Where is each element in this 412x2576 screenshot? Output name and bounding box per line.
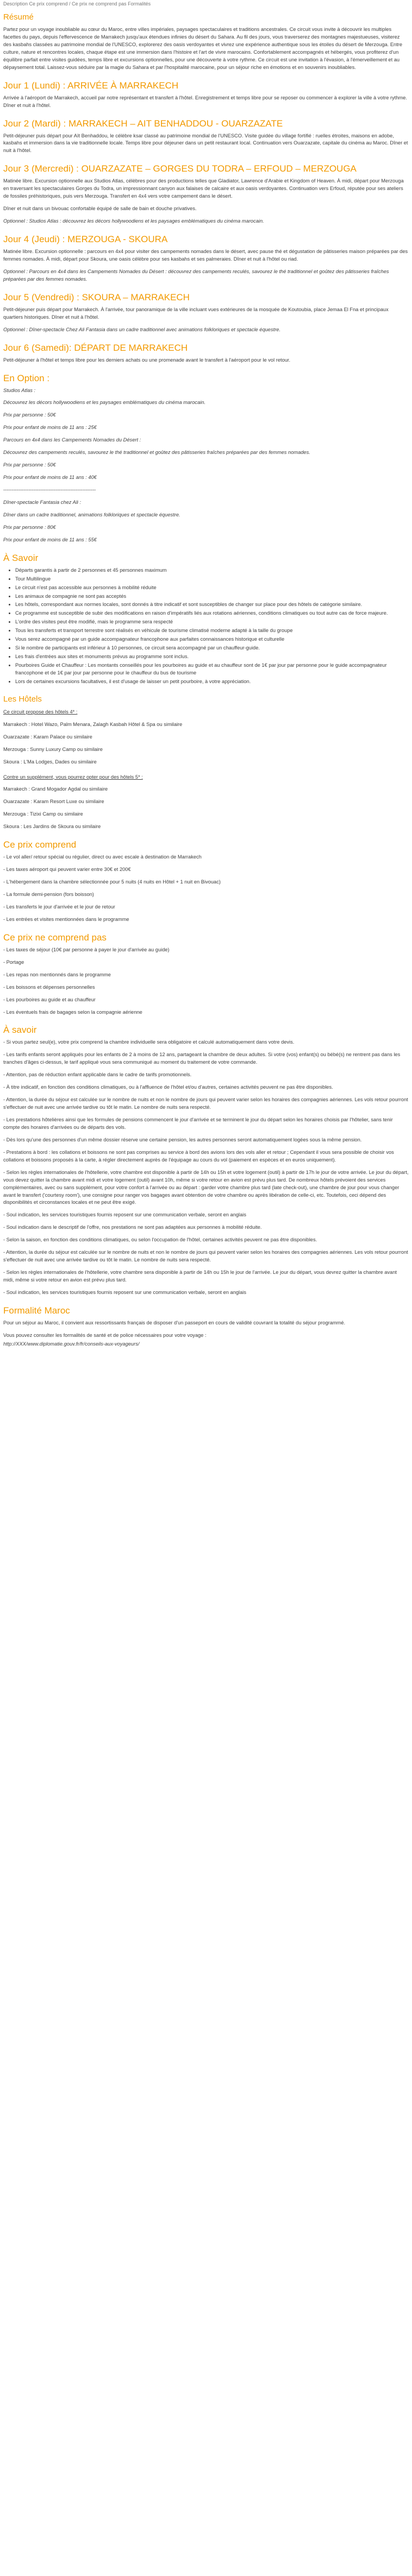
- hotel-item: Merzouga : Sunny Luxury Camp ou similaire: [3, 746, 103, 752]
- option-description: Découvrez les décors hollywoodiens et les paysages emblématiques du cinéma marocain.: [3, 400, 206, 406]
- option-name: Studios Atlas :: [3, 387, 36, 393]
- day-title: Jour 2 (Mardi) : MARRAKECH – AIT BENHADDOU - OUARZAZATE: [3, 118, 283, 129]
- a-savoir-item: • Le circuit n'est pas accessible aux personnes à mobilité réduite: [15, 584, 409, 592]
- a-savoir-item: • L'ordre des visites peut être modifié, mais le programme sera respecté: [15, 618, 409, 626]
- a-savoir-item: • Les animaux de compagnie ne sont pas acceptés: [15, 593, 409, 601]
- option-block: [3, 499, 409, 544]
- a-savoir-item: • Lors de certaines excursions facultatives, il est d'usage de laisser un petit pourboire, à votre appréciation.: [15, 678, 409, 686]
- day-paragraph: Optionnel : Studios Atlas : découvrez les décors hollywoodiens et les paysages emblématiques du cinéma marocain.: [3, 218, 264, 224]
- comprend-item: - Les transferts le jour d'arrivée et le jour de retour: [3, 904, 115, 910]
- formalite-text-2: Vous pouvez consulter les formalités de santé et de police nécessaires pour votre voyage :: [3, 1332, 207, 1338]
- ne-comprend-item: - Les boissons et dépenses personnelles: [3, 984, 95, 990]
- hotel-item: Ouarzazate : Karam Palace ou similaire: [3, 734, 92, 740]
- ne-comprend-item: - Les éventuels frais de bagages selon la compagnie aérienne: [3, 1009, 142, 1015]
- hotels-intro-5star: Contre un supplément, vous pourrez opter pour des hôtels 5* :: [3, 774, 143, 780]
- a-savoir-2-item: - À titre indicatif, en fonction des conditions climatiques, ou à l'affluence de l'hôtel et/ou d'autres, certaines activités peuvent ne pas être disponibles.: [3, 1084, 333, 1090]
- a-savoir-item: • Si le nombre de participants est inférieur à 10 personnes, ce circuit sera accompagné par un chauffeur-guide.: [15, 645, 409, 652]
- option-price-adult: Prix par personne : 80€: [3, 524, 56, 530]
- hotel-item-5star: Marrakech : Grand Mogador Agdal ou similaire: [3, 786, 108, 792]
- section-title-hotels: Les Hôtels: [3, 694, 42, 704]
- day-paragraph: Petit-déjeuner à l'hôtel et temps libre pour les derniers achats ou une promenade avant le transfert à l'aéroport pour le vol retour.: [3, 357, 291, 363]
- ne-comprend-item: - Les pourboires au guide et au chauffeur: [3, 996, 96, 1002]
- section-title-ne-comprend: Ce prix ne comprend pas: [3, 932, 107, 943]
- option-description: Découvrez des campements reculés, savourez le thé traditionnel et goûtez des pâtisseries fraîches préparées par des femmes nomades.: [3, 450, 310, 456]
- a-savoir-2-item: - Selon les règles internationales de l'hôtellerie, votre chambre est disponible à partir de 14h ou 15h et votre logement (outil) à partir de 17h le jour de votre arrivée. Le jour du départ, vous devez quitter la chambre avant midi et votre logement (outil) avant 10h, même si votre retour en avion est prévu plus tard. De nombreux hôtels prévoient des services complémentaires, avec ou sans supplément, pour votre confort à l'arrivée ou au départ : garder votre chambre plus tard (late check-out), une chambre de jour pour vous changer avant le transfert ('courtesy room'), une consigne pour ranger vos bagages avant obtention de votre chambre ou après libération de celle-ci, etc. Toutefois, ceci dépend des disponibilités et circonstances locales et ne peut être exigé.: [3, 1169, 409, 1205]
- comprend-item: - Les taxes aéroport qui peuvent varier entre 30€ et 200€: [3, 867, 131, 873]
- a-savoir-item: • Les frais d'entrées aux sites et monuments prévus au programme sont inclus.: [15, 653, 409, 661]
- ne-comprend-item: - Les taxes de séjour (10€ par personne à payer le jour d'arrivée au guide): [3, 946, 170, 952]
- day-paragraph: Optionnel : Dîner-spectacle Chez Ali Fantasia dans un cadre traditionnel avec animations folkloriques et spectacle équestre.: [3, 326, 281, 332]
- resume-text: Partez pour un voyage inoubliable au cœur du Maroc, entre villes impériales, paysages spectaculaires et traditions ancestrales. Ce circuit vous invite à découvrir les multiples facettes du pays, depuis l'effervescence de Marrakech jusqu'aux étendues infinies du désert du Sahara. Au fil des jours, vous traverserez des montagnes majestueuses, visiterez des kasbahs classées au patrimoine mondial de l'UNESCO, explorerez des oasis verdoyantes et vivrez une expérience authentique sous les étoiles du désert de Merzouga. Entre culture, nature et rencontres locales, chaque étape est une immersion dans l'histoire et l'art de vivre marocains. Confortablement accompagnés et hébergés, vous profiterez d'un équilibre parfait entre visites guidées, temps libre et excursions optionnelles, pour une découverte à votre rythme. Ce circuit est une invitation à l'évasion, à l'émerveillement et au dépaysement total. Laissez-vous séduire par la magie du Sahara et par l'hospitalité marocaine, pour un séjour riche en émotions et en souvenirs inoubliables.: [3, 27, 403, 70]
- option-block: [3, 387, 409, 432]
- a-savoir-item: • Tous les transferts et transport terrestre sont réalisés en véhicule de tourisme climatisé moderne adapté à la taille du groupe: [15, 627, 409, 635]
- a-savoir-item: • Vous serez accompagné par un guide accompagnateur francophone aux parfaites connaissances historique et culturelle: [15, 636, 409, 643]
- option-price-child: Prix pour enfant de moins de 11 ans : 25€: [3, 425, 97, 431]
- day-paragraph: Matinée libre. Excursion optionnelle aux Studios Atlas, célèbres pour des productions telles que Gladiator, Lawrence d'Arabie et Kingdom of Heaven. À midi, départ pour Merzouga en traversant les spectaculaires Gorges du Todra, un impressionnant canyon aux falaises de calcaire et aux oasis verdoyantes. Continuation vers Erfoud, réputée pour ses ateliers de fossiles préhistoriques, puis vers Merzouga. Transfert en 4x4 vers votre campement dans le désert.: [3, 178, 404, 199]
- comprend-item: - La formule demi-pension (fors boisson): [3, 892, 94, 897]
- day-title: Jour 4 (Jeudi) : MERZOUGA - SKOURA: [3, 234, 168, 244]
- hotel-item: Skoura : L'Ma Lodges, Dades ou similaire: [3, 759, 97, 765]
- section-title-options: En Option :: [3, 372, 50, 383]
- hotel-item-5star: Skoura : Les Jardins de Skoura ou similaire: [3, 824, 101, 830]
- section-title-formalite: Formalité Maroc: [3, 1305, 70, 1316]
- a-savoir-2-item: - Selon la saison, en fonction des conditions climatiques, ou selon l'occupation de l'hôtel, certaines activités peuvent ne pas être disponibles.: [3, 1237, 317, 1243]
- a-savoir-2-item: - Prestations à bord : les collations et boissons ne sont pas comprises au service à bord des avions lors des vols aller et retour ; Cependant il vous sera possible de choisir vos collations et boissons proposés à la carte, à régler directement auprès de l'équipage au cours du vol (paiement en espèces et en euros uniquement).: [3, 1149, 394, 1163]
- day-paragraph: Optionnel : Parcours en 4x4 dans les Campements Nomades du Désert : découvrez des campements reculés, savourez le thé traditionnel et goûtez des pâtisseries fraîches préparées par des femmes nomades.: [3, 268, 389, 282]
- section-title-a-savoir: À Savoir: [3, 552, 39, 563]
- day-paragraph: Petit-déjeuner puis départ pour Aït Benhaddou, le célèbre ksar classé au patrimoine mondial de l'UNESCO. Visite guidée du village fortifié : ruelles étroites, maisons en adobe, kasbahs et immersion dans la vie traditionnelle locale. Temps libre pour déjeuner dans un petit restaurant local. Continuation vers Ouarzazate, capitale du cinéma au Maroc. Dîner et nuit à l'hôtel.: [3, 132, 408, 154]
- hotels-intro: Ce circuit propose des hôtels 4* :: [3, 709, 78, 715]
- a-savoir-2-item: - Les tarifs enfants seront appliqués pour les enfants de 2 à moins de 12 ans, partageant la chambre de deux adultes. Si votre (vos) enfant(s) ou bébé(s) ne rentrent pas dans les tranches d'âges ci-dessus, le tarif appliqué vous sera communiqué au moment du traitement de votre commande.: [3, 1052, 401, 1065]
- a-savoir-2-item: - Dès lors qu'une des personnes d'un même dossier réserve une certaine pension, les autres personnes seront automatiquement logées sous la même pension.: [3, 1137, 362, 1142]
- ne-comprend-item: - Portage: [3, 959, 24, 965]
- itinerary: [3, 80, 409, 364]
- a-savoir-item: • Tour Multilingue: [15, 576, 409, 583]
- option-price-child: Prix pour enfant de moins de 11 ans : 55€: [3, 536, 97, 542]
- formalite-link[interactable]: http://XXX/www.diplomatie.gouv.fr/fr/conseils-aux-voyageurs/: [3, 1341, 140, 1347]
- a-savoir-2-item: - Si vous partez seul(e), votre prix comprend la chambre individuelle sera obligatoire et calculé automatiquement dans votre devis.: [3, 1039, 295, 1045]
- option-price-adult: Prix par personne : 50€: [3, 462, 56, 468]
- section-title-resume: Résumé: [3, 12, 34, 22]
- a-savoir-2-list: [3, 1039, 409, 1296]
- a-savoir-2-item: - Selon les règles internationales de l'hôtellerie, votre chambre sera disponible à partir de 14h ou 15h le jour de l'arrivée. Le jour du départ, vous devrez quitter la chambre avant midi, même si votre retour en avion est prévu plus tard.: [3, 1270, 397, 1283]
- option-description: Dîner dans un cadre traditionnel, animations folkloriques et spectacle équestre.: [3, 512, 180, 517]
- option-price-child: Prix pour enfant de moins de 11 ans : 40€: [3, 475, 97, 481]
- section-title-comprend: Ce prix comprend: [3, 839, 77, 850]
- option-price-adult: Prix par personne : 50€: [3, 412, 56, 418]
- ne-comprend-item: - Les repas non mentionnés dans le programme: [3, 971, 111, 977]
- hotel-item-5star: Merzouga : Tizixi Camp ou similaire: [3, 811, 83, 817]
- comprend-item: - Les entrées et visites mentionnées dans le programme: [3, 916, 129, 922]
- day-paragraph: Matinée libre. Excursion optionnelle : parcours en 4x4 pour visiter des campements nomades dans le désert, avec pause thé et dégustation de pâtisseries maison préparées par des femmes nomades. À midi, départ pour Skoura, une oasis célèbre pour ses kasbahs et ses palmeraies. Dîner et nuit à l'hôtel ou riad.: [3, 249, 408, 262]
- day-title: Jour 6 (Samedi): DÉPART DE MARRAKECH: [3, 342, 188, 353]
- hotel-item: Marrakech : Hotel Wazo, Palm Menara, Zalagh Kasbah Hôtel & Spa ou similaire: [3, 721, 183, 727]
- day-title: Jour 3 (Mercredi) : OUARZAZATE – GORGES DU TODRA – ERFOUD – MERZOUGA: [3, 163, 357, 174]
- a-savoir-list: [3, 567, 409, 686]
- a-savoir-2-item: - Soul indication, les services touristiques fournis reposent sur une communication verbale, seront en anglais: [3, 1212, 246, 1218]
- a-savoir-2-item: - Soul indication, les services touristiques fournis reposent sur une communication verbale, seront en anglais: [3, 1289, 246, 1295]
- a-savoir-2-item: - Soul indication dans le descriptif de l'offre, nos prestations ne sont pas adaptées aux personnes à mobilité réduite.: [3, 1224, 262, 1230]
- day-paragraph: Arrivée à l'aéroport de Marrakech, accueil par notre représentant et transfert à l'hôtel. Enregistrement et temps libre pour se reposer ou commencer à explorer la ville à votre rythme. Dîner et nuit à l'hôtel.: [3, 94, 407, 108]
- a-savoir-2-item: - Attention, la durée du séjour est calculée sur le nombre de nuits et non le nombre de jours qui peuvent varier selon les horaires des compagnies aériennes. Les vols retour pourront s'effectuer de nuit avec une arrivée tardive ou tôt le matin. Le nombre de nuits sera respecté.: [3, 1249, 408, 1263]
- option-separator: -------------------------------------------------------: [3, 487, 96, 493]
- day-title: Jour 1 (Lundi) : ARRIVÉE À MARRAKECH: [3, 80, 179, 91]
- option-name: Parcours en 4x4 dans les Campements Nomades du Désert :: [3, 437, 141, 443]
- hotel-item-5star: Ouarzazate : Karam Resort Luxe ou similaire: [3, 799, 104, 805]
- a-savoir-item: • Départs garantis à partir de 2 personnes et 45 personnes maximum: [15, 567, 409, 574]
- a-savoir-item: • Les hôtels, correspondant aux normes locales, sont donnés à titre indicatif et sont susceptibles de changer sur place pour des hôtels de catégorie similaire.: [15, 601, 409, 609]
- option-block: [3, 437, 409, 482]
- hotels-list: [3, 721, 409, 766]
- a-savoir-item: • Pourboires Guide et Chauffeur : Les montants conseillés pour les pourboires au guide et au chauffeur sont de 1€ par jour par personne pour le guide accompagnateur francophone et de 1€ par jour par personne pour le chauffeur du bus de tourisme: [15, 662, 409, 677]
- section-title-a-savoir-2: À savoir: [3, 1025, 37, 1036]
- a-savoir-2-item: - Attention, pas de réduction enfant applicable dans le cadre de tarifs promotionnels.: [3, 1072, 192, 1078]
- top-nav-line: Description Ce prix comprend / Ce prix ne comprend pas Formalités: [3, 1, 151, 7]
- ne-comprend-list: [3, 946, 409, 1016]
- a-savoir-item: • Ce programme est susceptible de subir des modifications en raison d'impératifs liés aux rotations aériennes, conditions climatiques ou tout autre cas de force majeure.: [15, 610, 409, 617]
- hotels-list-5star: [3, 786, 409, 831]
- options-list: [3, 387, 409, 544]
- day-title: Jour 5 (Vendredi) : SKOURA – MARRAKECH: [3, 292, 190, 302]
- comprend-item: - L'hébergement dans la chambre sélectionnée pour 5 nuits (4 nuits en Hôtel + 1 nuit en Bivouac): [3, 879, 221, 885]
- option-name: Dîner-spectacle Fantasia chez Ali :: [3, 499, 82, 505]
- comprend-item: - Le vol aller/ retour spécial ou régulier, direct ou avec escale à destination de Marrakech: [3, 854, 202, 860]
- a-savoir-2-item: - Attention, la durée du séjour est calculée sur le nombre de nuits et non le nombre de jours qui peuvent varier selon les horaires des compagnies aériennes. Les vols retour pourront s'effectuer de nuit avec une arrivée tardive ou tôt le matin. Le nombre de nuits sera respecté.: [3, 1097, 408, 1110]
- a-savoir-2-item: - Les prestations hôtelières ainsi que les formules de pensions commencent le jour d'arrivée et se terminent le jour du départ selon les horaires choisis par l'hôtelier, sans tenir compte des horaires d'arrivées ou de départs des vols.: [3, 1117, 393, 1130]
- formalite-text-1: Pour un séjour au Maroc, il convient aux ressortissants français de disposer d'un passeport en cours de validité couvrant la totalité du séjour programmé.: [3, 1319, 346, 1325]
- day-paragraph: Petit-déjeuner puis départ pour Marrakech. À l'arrivée, tour panoramique de la ville incluant vues extérieures de la mosquée de Koutoubia, place Jemaa El Fna et principaux quartiers historiques. Dîner et nuit à l'hôtel.: [3, 306, 389, 320]
- comprend-list: [3, 854, 409, 924]
- day-paragraph: Dîner et nuit dans un bivouac confortable équipé de salle de bain et douche privatives.: [3, 206, 197, 212]
